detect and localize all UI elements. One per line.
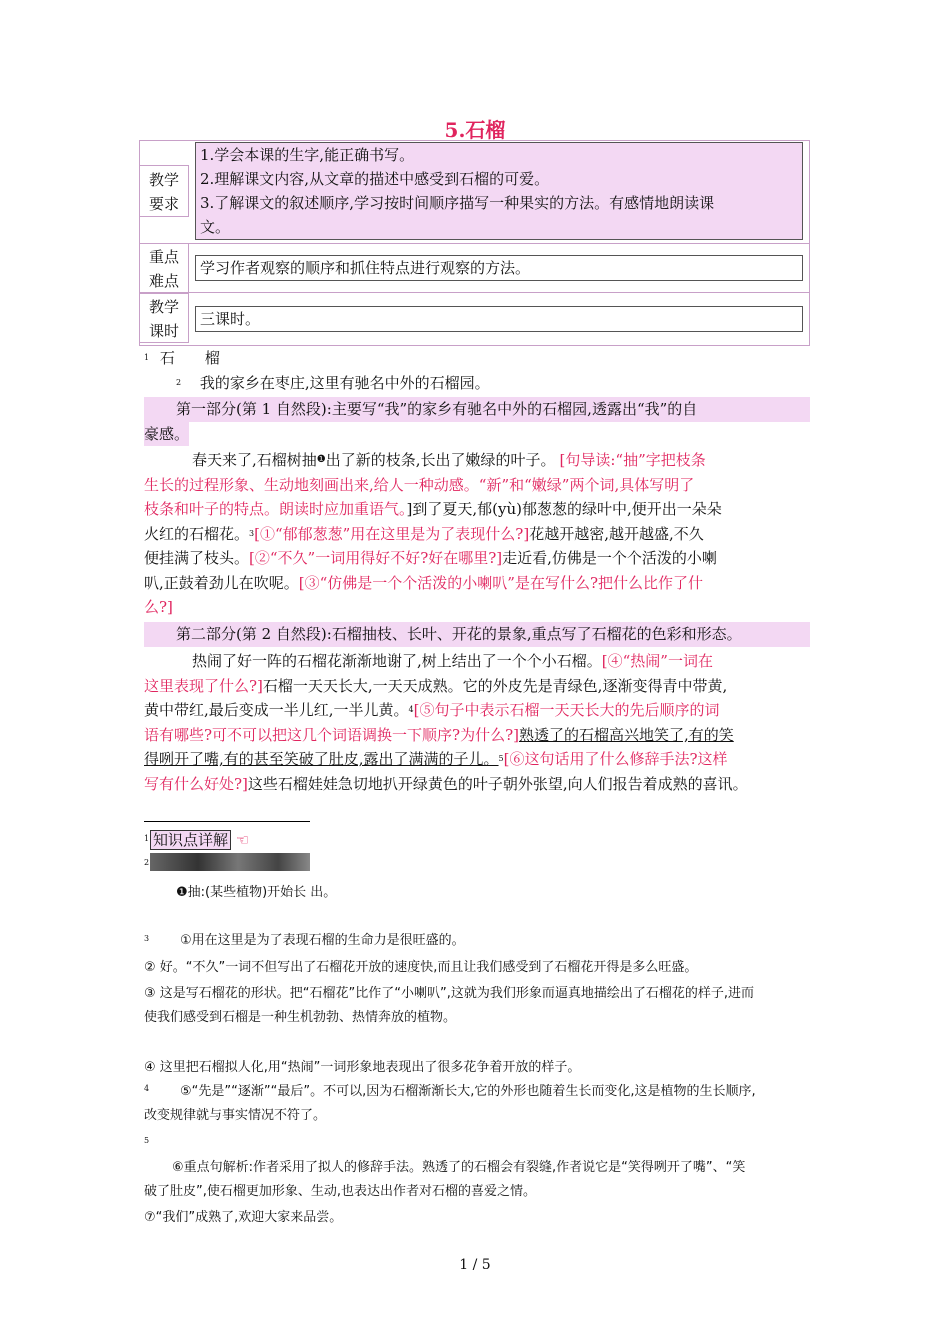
note-6: ⑥重点句解析:作者采用了拟人的修辞手法。熟透了的石榴会有裂缝,作者说它是“笑得咧开了嘴”、“笑 破了肚皮”,使石榴更加形象、生动,也表达出作者对石榴的喜爱之情。 — [144, 1160, 746, 1199]
footnote-ref: 2 — [176, 378, 182, 387]
definition-note: ❶抽:(某些植物)开始长 出。 — [176, 885, 337, 900]
note-4: ④ 这里把石榴拟人化,用“热闹”一词形象地表现出了很多花争着开放的样子。 — [144, 1060, 581, 1075]
requirements-content — [195, 142, 803, 240]
knowledge-label: 知识点详解 ☜ — [150, 828, 249, 852]
requirement-line: 1.学会本课的生字,能正确书写。 — [200, 146, 415, 164]
pointing-hand-icon: ☜ — [235, 831, 250, 849]
requirement-line: 文。 — [200, 218, 231, 236]
table-divider — [139, 292, 810, 293]
footnote-number: 4 — [144, 1084, 150, 1093]
footnote-number: 1 — [144, 834, 150, 843]
row-label-requirements: 教学 要求 — [139, 165, 189, 217]
paragraph-2: 春天来了,石榴树抽$^❶$出了新的枝条,长出了嫩绿的叶子。 [句导读:“抽”字把枝条 生长的过程形象、生动地刻画出来,给人一种动感。“新”和“嫩绿”两个词,具体写明了 枝条和叶子的特点。朗读时应加重语气。]到了夏天,郁(yù)郁葱葱的绿叶中,便开出一朵朵 火红的石榴花。$^3$[①“郁郁葱葱”用在这里是为了表现什么?]花越开越密,越开越盛,不久 便挂满了枝头。[②“不久”一词用得好不好?好在哪里?]走近看,仿佛是一个个活泼的小喇 叭,正鼓着劲儿在吹呢。[③“仿佛是一个个活泼的小喇叭”是在写什么?把什么比作了什 么?] — [144, 451, 722, 616]
key-points-content: 学习作者观察的顺序和抓住特点进行观察的方法。 — [195, 255, 803, 281]
paragraph-1: $^2$ 我的家乡在枣庄,这里有驰名中外的石榴园。 — [176, 374, 490, 392]
page-number: 1 / 5 — [459, 1257, 491, 1273]
part-1-summary: 第一部分(第 1 自然段):主要写“我”的家乡有驰名中外的石榴园,透露出“我”的自 豪感。 — [144, 397, 810, 446]
note-5: ⑤“先是”“逐渐”“最后”。不可以,因为石榴渐渐长大,它的外形也随着生长而变化,这是植物的生长顺序, 改变规律就与事实情况不符了。 — [144, 1084, 756, 1123]
paragraph-3: 热闹了好一阵的石榴花渐渐地谢了,树上结出了一个个小石榴。[④“热闹”一词在 这里表现了什么?]石榴一天天长大,一天天成熟。它的外皮先是青绿色,逐渐变得青中带黄, 黄中带红,最后变成一半儿红,一半儿黄。$^4$[⑤句子中表示石榴一天天长大的先后顺序的词 语有哪些?可不可以把这几个词语调换一下顺序?为什么?]熟透了的石榴高兴地笑了,有的笑 得咧开了嘴,有的甚至笑破了肚皮,露出了满满的子儿。$^5$[⑥这句话用了什么修辞手法?这样 写有什么好处?]这些石榴娃娃急切地扒开绿黄色的叶子朝外张望,向人们报告着成熟的喜讯。 — [144, 652, 748, 793]
note-1: ①用在这里是为了表现石榴的生命力是很旺盛的。 — [180, 933, 465, 948]
footnote-ref: 3 — [249, 528, 255, 538]
footnote-marker-icon: ❶ — [316, 454, 326, 465]
text-title: $^1$ 石 榴 — [144, 349, 220, 367]
footnote-number: 3 — [144, 934, 150, 943]
footnote-number: 2 — [144, 858, 150, 867]
row-label-hours: 教学 课时 — [139, 293, 189, 343]
footnote-ref: 1 — [144, 353, 150, 362]
table-divider — [139, 243, 810, 244]
note-2: ② 好。“不久”一词不但写出了石榴花开放的速度快,而且让我们感受到了石榴花开得是多么旺盛。 — [144, 960, 698, 975]
hours-content: 三课时。 — [195, 306, 803, 332]
footnote-ref: 4 — [408, 705, 414, 714]
requirement-line: 3.了解课文的叙述顺序,学习按时间顺序描写一种果实的方法。有感情地朗读课 — [200, 194, 715, 212]
requirement-line: 2.理解课文内容,从文章的描述中感受到石榴的可爱。 — [200, 170, 550, 188]
part-2-summary: 第二部分(第 2 自然段):石榴抽枝、长叶、开花的景象,重点写了石榴花的色彩和形态。 — [144, 622, 810, 647]
note-3: ③ 这是写石榴花的形状。把“石榴花”比作了“小喇叭”,这就为我们形象而逼真地描绘出了石榴花的样子,进而 使我们感受到石榴是一种生机勃勃、热情奔放的植物。 — [144, 986, 754, 1025]
decorative-banner — [150, 853, 310, 871]
footnote-separator — [144, 821, 310, 822]
note-7: ⑦“我们”成熟了,欢迎大家来品尝。 — [144, 1210, 343, 1225]
footnote-ref: 5 — [498, 754, 504, 763]
row-label-key-points: 重点 难点 — [139, 243, 189, 293]
footnote-number: 5 — [144, 1136, 150, 1145]
lesson-title: 5.石榴 — [444, 118, 506, 142]
